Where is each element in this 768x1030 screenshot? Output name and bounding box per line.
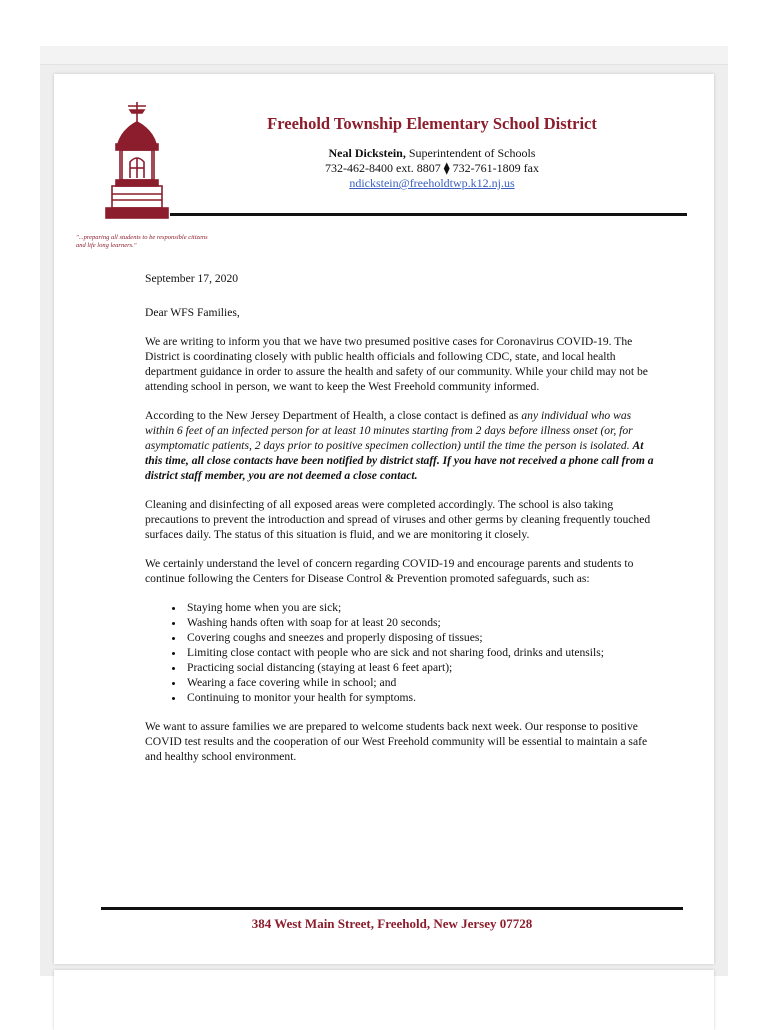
paragraph-close-contact bbox=[145, 408, 655, 483]
letter-date: September 17, 2020 bbox=[145, 272, 239, 285]
superintendent-line bbox=[222, 146, 642, 161]
paragraph-safeguards-intro: We certainly understand the level of concern regarding COVID-19 and encourage parents and students to continue following the Centers for Disease Control & Prevention promoted safeguards, such as: bbox=[145, 557, 634, 585]
list-item: • Staying home when you are sick; bbox=[185, 600, 655, 615]
superintendent-name: Neal Dickstein, bbox=[328, 146, 406, 160]
superintendent-block bbox=[222, 146, 642, 191]
superintendent-title: Superintendent of Schools bbox=[408, 146, 536, 160]
close-contact-intro: According to the New Jersey Department of Health, a close contact is defined as bbox=[145, 409, 522, 422]
school-cupola-icon bbox=[104, 100, 170, 224]
district-name: Freehold Township Elementary School District bbox=[267, 114, 597, 133]
close-contact-definition: any individual who was within 6 feet of an infected person for at least 10 minutes starting from 2 days before illness onset (or, for asymptomatic patients, 2 days prior to positive specimen collection) until the time the person is isolated. bbox=[145, 409, 633, 452]
list-item: • Continuing to monitor your health for symptoms. bbox=[185, 690, 655, 705]
paragraph-announcement: We are writing to inform you that we have two presumed positive cases for Coronavirus COVID-19. The District is coordinating closely with public health officials and following CDC, state, and local health department guidance in order to assure the health and safety of our community. While your child may not be attending school in person, we want to keep the West Freehold community informed. bbox=[145, 335, 648, 393]
letter-body bbox=[145, 271, 655, 778]
safeguards-list bbox=[145, 600, 655, 705]
paragraph-closing: We want to assure families we are prepared to welcome students back next week. Our response to positive COVID test results and the cooperation of our West Freehold community will be essential to maintain a safe and healthy school environment. bbox=[145, 720, 648, 763]
list-item: • Wearing a face covering while in school; and bbox=[185, 675, 655, 690]
list-item: • Limiting close contact with people who are sick and not sharing food, drinks and utensils; bbox=[185, 645, 655, 660]
document-viewer[interactable] bbox=[40, 46, 728, 976]
list-item: • Covering coughs and sneezes and properly disposing of tissues; bbox=[185, 630, 655, 645]
viewer-top-bar bbox=[40, 46, 728, 65]
close-contact-notice: At this time, all close contacts have been notified by district staff. If you have not received a phone call from a district staff member, you are not deemed a close contact. bbox=[145, 439, 654, 482]
paragraph-cleaning: Cleaning and disinfecting of all exposed areas were completed accordingly. The school is also taking precautions to prevent the introduction and spread of viruses and other germs by cleaning frequently touched surfaces daily. The status of this situation is fluid, and we are monitoring it closely. bbox=[145, 498, 651, 541]
email-link[interactable]: ndickstein@freeholdtwp.k12.nj.us bbox=[349, 176, 515, 190]
letter-page bbox=[54, 74, 714, 964]
list-item: • Practicing social distancing (staying at least 6 feet apart); bbox=[185, 660, 655, 675]
header-divider bbox=[170, 213, 687, 216]
footer-divider bbox=[101, 907, 683, 910]
phone-line: 732-462-8400 ext. 8807 ⧫ 732-761-1809 fax bbox=[325, 161, 539, 175]
next-page-edge bbox=[54, 970, 714, 1030]
district-motto: "...preparing all students to be responsible citizens and life long learners." bbox=[76, 234, 208, 249]
letter-greeting: Dear WFS Families, bbox=[145, 306, 240, 319]
footer-address: 384 West Main Street, Freehold, New Jersey 07728 bbox=[251, 916, 533, 931]
list-item: • Washing hands often with soap for at least 20 seconds; bbox=[185, 615, 655, 630]
